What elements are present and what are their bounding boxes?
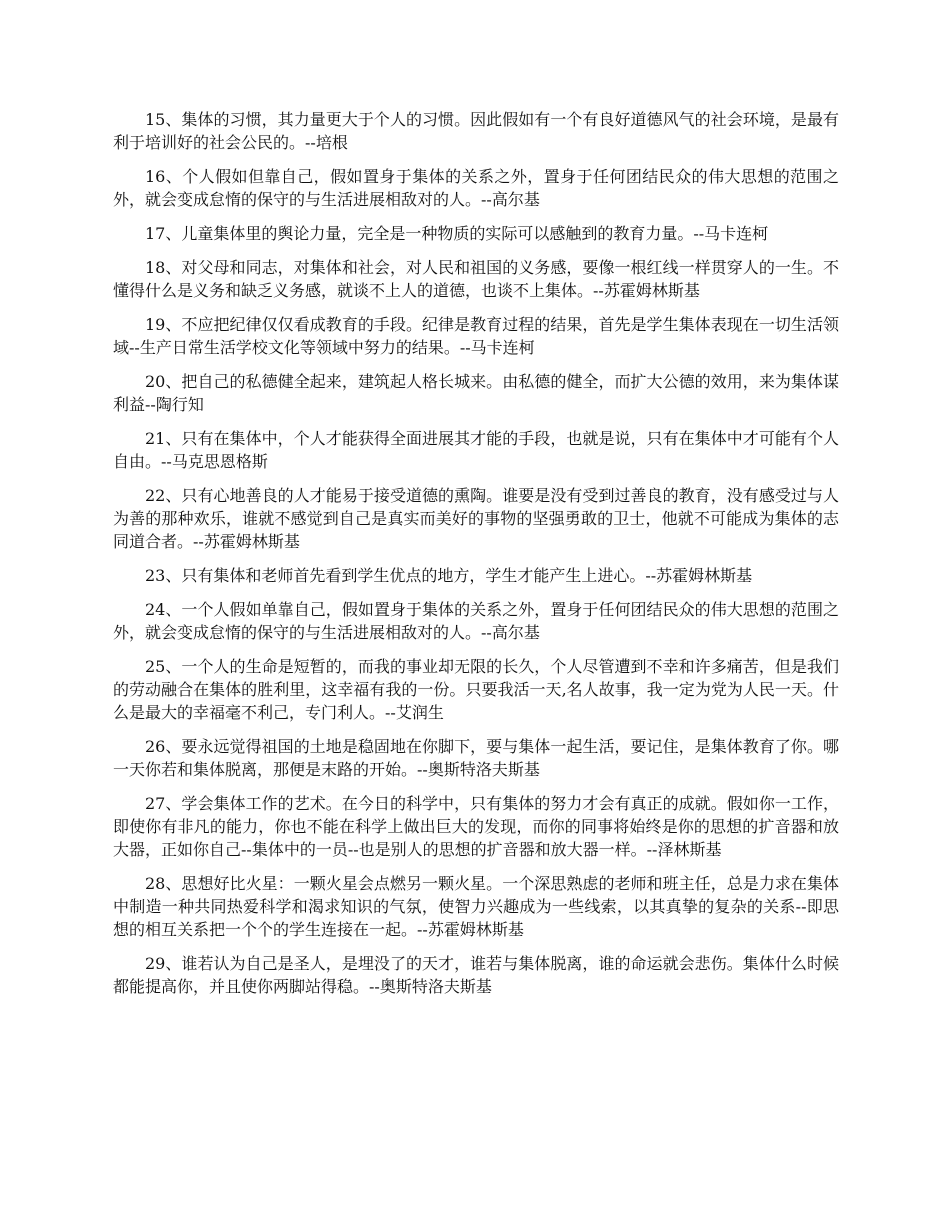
quote-paragraph-19: 19、不应把纪律仅仅看成教育的手段。纪律是教育过程的结果，首先是学生集体表现在一切生活领域--生产日常生活学校文化等领域中努力的结果。--马卡连柯 xyxy=(113,315,839,357)
quote-paragraph-28: 28、思想好比火星：一颗火星会点燃另一颗火星。一个深思熟虑的老师和班主任，总是力求在集体中制造一种共同热爱科学和渴求知识的气氛，使智力兴趣成为一些线索，以其真挚的复杂的关系--即思想的相互关系把一个个的学生连接在一起。--苏霍姆林斯基 xyxy=(113,874,839,939)
quote-paragraph-24: 24、一个人假如单靠自己，假如置身于集体的关系之外，置身于任何团结民众的伟大思想的范围之外，就会变成怠惰的保守的与生活进展相敌对的人。--高尔基 xyxy=(113,600,839,642)
quote-paragraph-15: 15、集体的习惯，其力量更大于个人的习惯。因此假如有一个有良好道德风气的社会环境，是最有利于培训好的社会公民的。--培根 xyxy=(113,110,839,152)
quote-paragraph-17: 17、儿童集体里的舆论力量，完全是一种物质的实际可以感触到的教育力量。--马卡连柯 xyxy=(145,224,769,243)
quote-paragraph-18: 18、对父母和同志，对集体和社会，对人民和祖国的义务感，要像一根红线一样贯穿人的一生。不懂得什么是义务和缺乏义务感，就谈不上人的道德，也谈不上集体。--苏霍姆林斯基 xyxy=(113,258,839,300)
quote-paragraph-21: 21、只有在集体中，个人才能获得全面进展其才能的手段，也就是说，只有在集体中才可能有个人自由。--马克思恩格斯 xyxy=(113,429,839,471)
quote-paragraph-29: 29、谁若认为自己是圣人，是埋没了的天才，谁若与集体脱离，谁的命运就会悲伤。集体什么时候都能提高你，并且使你两脚站得稳。--奥斯特洛夫斯基 xyxy=(113,954,839,996)
quote-paragraph-23: 23、只有集体和老师首先看到学生优点的地方，学生才能产生上进心。--苏霍姆林斯基 xyxy=(145,566,753,585)
quote-paragraph-25: 25、一个人的生命是短暂的，而我的事业却无限的长久，个人尽管遭到不幸和许多痛苦，但是我们的劳动融合在集体的胜利里，这幸福有我的一份。只要我活一天,名人故事，我一定为党为人民一天。什么是最大的幸福毫不利己，专门利人。--艾润生 xyxy=(113,657,839,722)
quote-paragraph-27: 27、学会集体工作的艺术。在今日的科学中，只有集体的努力才会有真正的成就。假如你一工作，即使你有非凡的能力，你也不能在科学上做出巨大的发现，而你的同事将始终是你的思想的扩音器和放大器，正如你自己--集体中的一员--也是别人的思想的扩音器和放大器一样。--泽林斯基 xyxy=(113,794,839,859)
document-body xyxy=(113,108,839,1009)
quote-paragraph-26: 26、要永远觉得祖国的土地是稳固地在你脚下，要与集体一起生活，要记住，是集体教育了你。哪一天你若和集体脱离，那便是末路的开始。--奥斯特洛夫斯基 xyxy=(113,737,839,779)
quote-paragraph-20: 20、把自己的私德健全起来，建筑起人格长城来。由私德的健全，而扩大公德的效用，来为集体谋利益--陶行知 xyxy=(113,372,839,414)
quote-paragraph-22: 22、只有心地善良的人才能易于接受道德的熏陶。谁要是没有受到过善良的教育，没有感受过与人为善的那种欢乐，谁就不感觉到自己是真实而美好的事物的坚强勇敢的卫士，他就不可能成为集体的志同道合者。--苏霍姆林斯基 xyxy=(113,486,839,551)
quote-paragraph-16: 16、个人假如但靠自己，假如置身于集体的关系之外，置身于任何团结民众的伟大思想的范围之外，就会变成怠惰的保守的与生活进展相敌对的人。--高尔基 xyxy=(113,167,839,209)
